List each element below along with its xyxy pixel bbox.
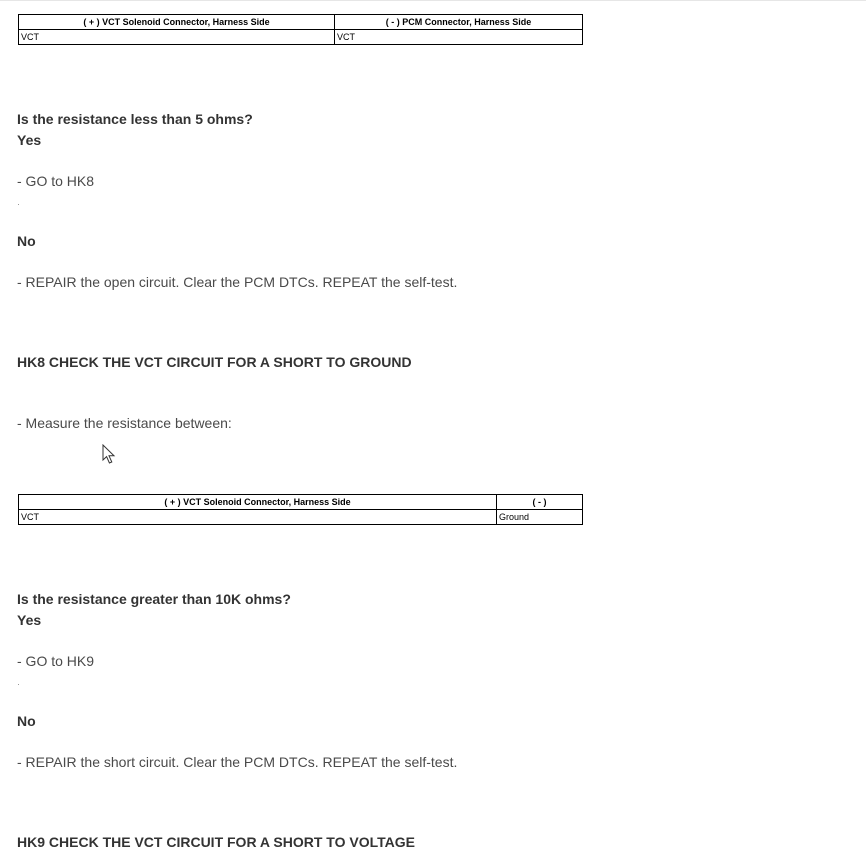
yes-action: - GO to HK8 [17, 173, 95, 189]
table-header-negative: ( - ) PCM Connector, Harness Side [335, 15, 583, 30]
no-action: - REPAIR the open circuit. Clear the PCM DTCs. REPEAT the self-test. [17, 274, 458, 290]
table-row [19, 510, 583, 525]
table-header-negative: ( - ) [497, 495, 583, 510]
table-cell: VCT [335, 30, 583, 45]
table-cell: Ground [497, 510, 583, 525]
section-heading-hk9: HK9 CHECK THE VCT CIRCUIT FOR A SHORT TO VOLTAGE [17, 834, 415, 850]
table-cell: VCT [19, 510, 497, 525]
no-action: - REPAIR the short circuit. Clear the PCM DTCs. REPEAT the self-test. [17, 754, 458, 770]
question-hk7: Is the resistance less than 5 ohms? [17, 111, 253, 127]
separator-dot: · [17, 199, 20, 209]
top-divider [0, 0, 866, 1]
table-row [19, 30, 583, 45]
connector-table-hk8 [18, 494, 583, 525]
table-header-row [19, 15, 583, 30]
no-label: No [17, 713, 36, 729]
table-cell: VCT [19, 30, 335, 45]
table-header-positive: ( + ) VCT Solenoid Connector, Harness Side [19, 495, 497, 510]
yes-label: Yes [17, 132, 42, 148]
table-header-row [19, 495, 583, 510]
question-hk8: Is the resistance greater than 10K ohms? [17, 591, 291, 607]
mouse-pointer-icon [102, 444, 118, 466]
connector-table-hk7 [18, 14, 583, 45]
yes-label: Yes [17, 612, 42, 628]
yes-action: - GO to HK9 [17, 653, 95, 669]
section-heading-hk8: HK8 CHECK THE VCT CIRCUIT FOR A SHORT TO GROUND [17, 354, 412, 370]
step-measure: - Measure the resistance between: [17, 415, 232, 431]
table-header-positive: ( + ) VCT Solenoid Connector, Harness Side [19, 15, 335, 30]
separator-dot: · [17, 679, 20, 689]
no-label: No [17, 233, 36, 249]
